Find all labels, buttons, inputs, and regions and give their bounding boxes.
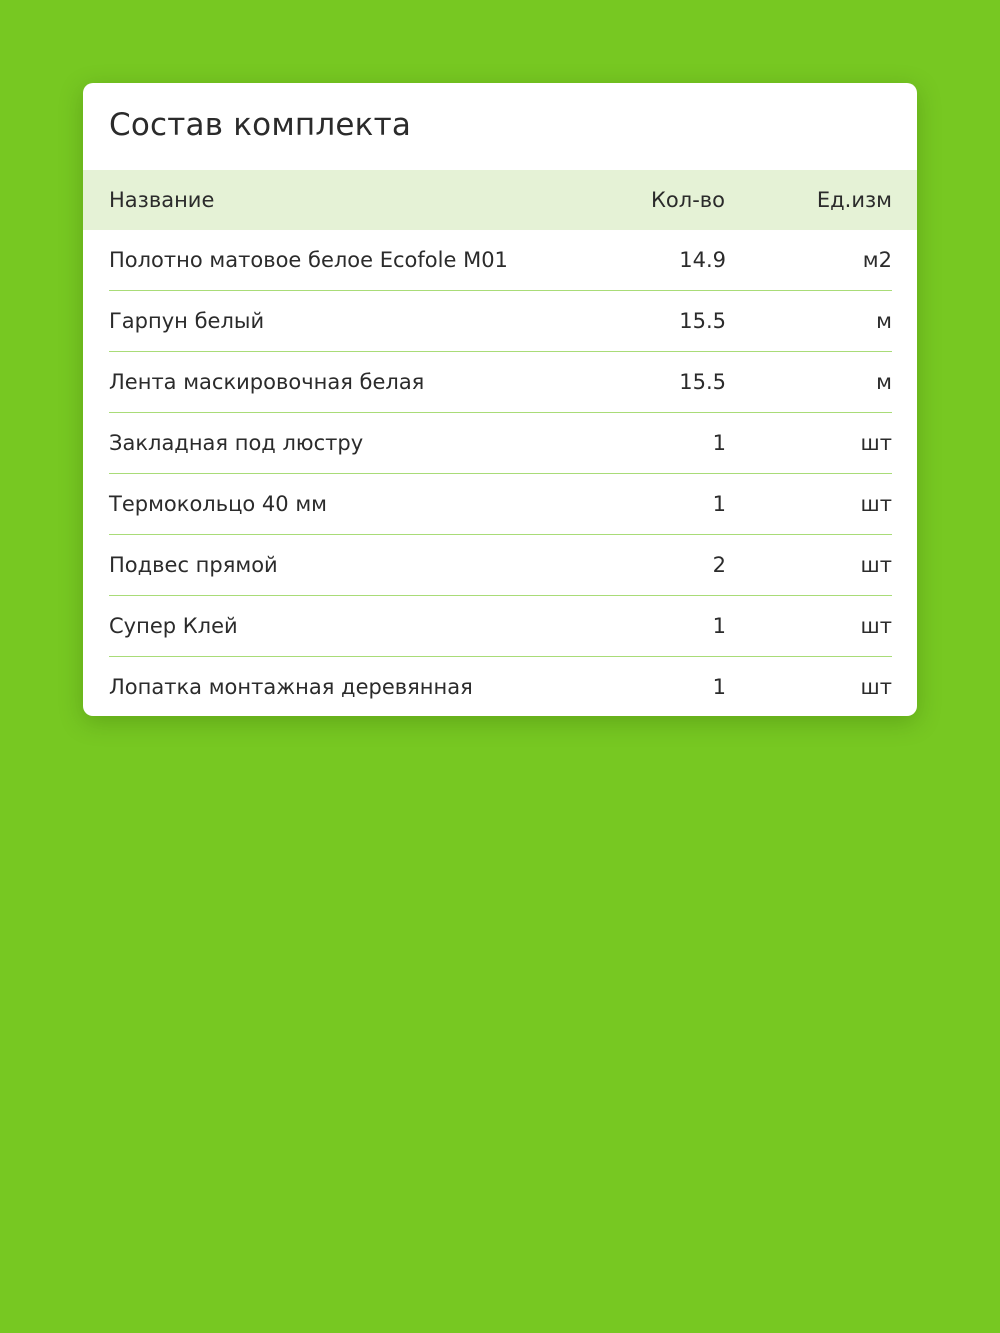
- row-name: Лопатка монтажная деревянная: [109, 675, 473, 699]
- table-row: [109, 230, 892, 291]
- header-qty: Кол-во: [651, 188, 725, 212]
- row-name: Полотно матовое белое Ecofole M01: [109, 248, 508, 272]
- table-row: [109, 413, 892, 474]
- row-name: Лента маскировочная белая: [109, 370, 425, 394]
- row-qty: 1: [712, 492, 726, 516]
- row-unit: шт: [860, 431, 892, 455]
- row-qty: 1: [712, 614, 726, 638]
- kit-composition-card: [83, 83, 917, 716]
- table-row: [109, 352, 892, 413]
- row-unit: м: [876, 370, 892, 394]
- row-qty: 1: [712, 675, 726, 699]
- row-unit: шт: [860, 675, 892, 699]
- table-row: [109, 291, 892, 352]
- row-unit: м2: [862, 248, 892, 272]
- table-row: [109, 474, 892, 535]
- row-unit: м: [876, 309, 892, 333]
- table-row: [109, 657, 892, 716]
- row-name: Супер Клей: [109, 614, 238, 638]
- row-name: Подвес прямой: [109, 553, 278, 577]
- row-unit: шт: [860, 553, 892, 577]
- row-name: Гарпун белый: [109, 309, 265, 333]
- row-qty: 2: [712, 553, 726, 577]
- table-body: [109, 230, 892, 716]
- row-name: Термокольцо 40 мм: [109, 492, 327, 516]
- table-row: [109, 596, 892, 657]
- row-unit: шт: [860, 492, 892, 516]
- row-qty: 1: [712, 431, 726, 455]
- row-qty: 15.5: [679, 370, 726, 394]
- row-unit: шт: [860, 614, 892, 638]
- header-unit: Ед.изм: [816, 188, 892, 212]
- row-qty: 15.5: [679, 309, 726, 333]
- header-name: Название: [109, 188, 215, 212]
- row-name: Закладная под люстру: [109, 431, 364, 455]
- table-row: [109, 535, 892, 596]
- table-header: [83, 170, 917, 230]
- card-title: Состав комплекта: [109, 107, 412, 143]
- row-qty: 14.9: [679, 248, 726, 272]
